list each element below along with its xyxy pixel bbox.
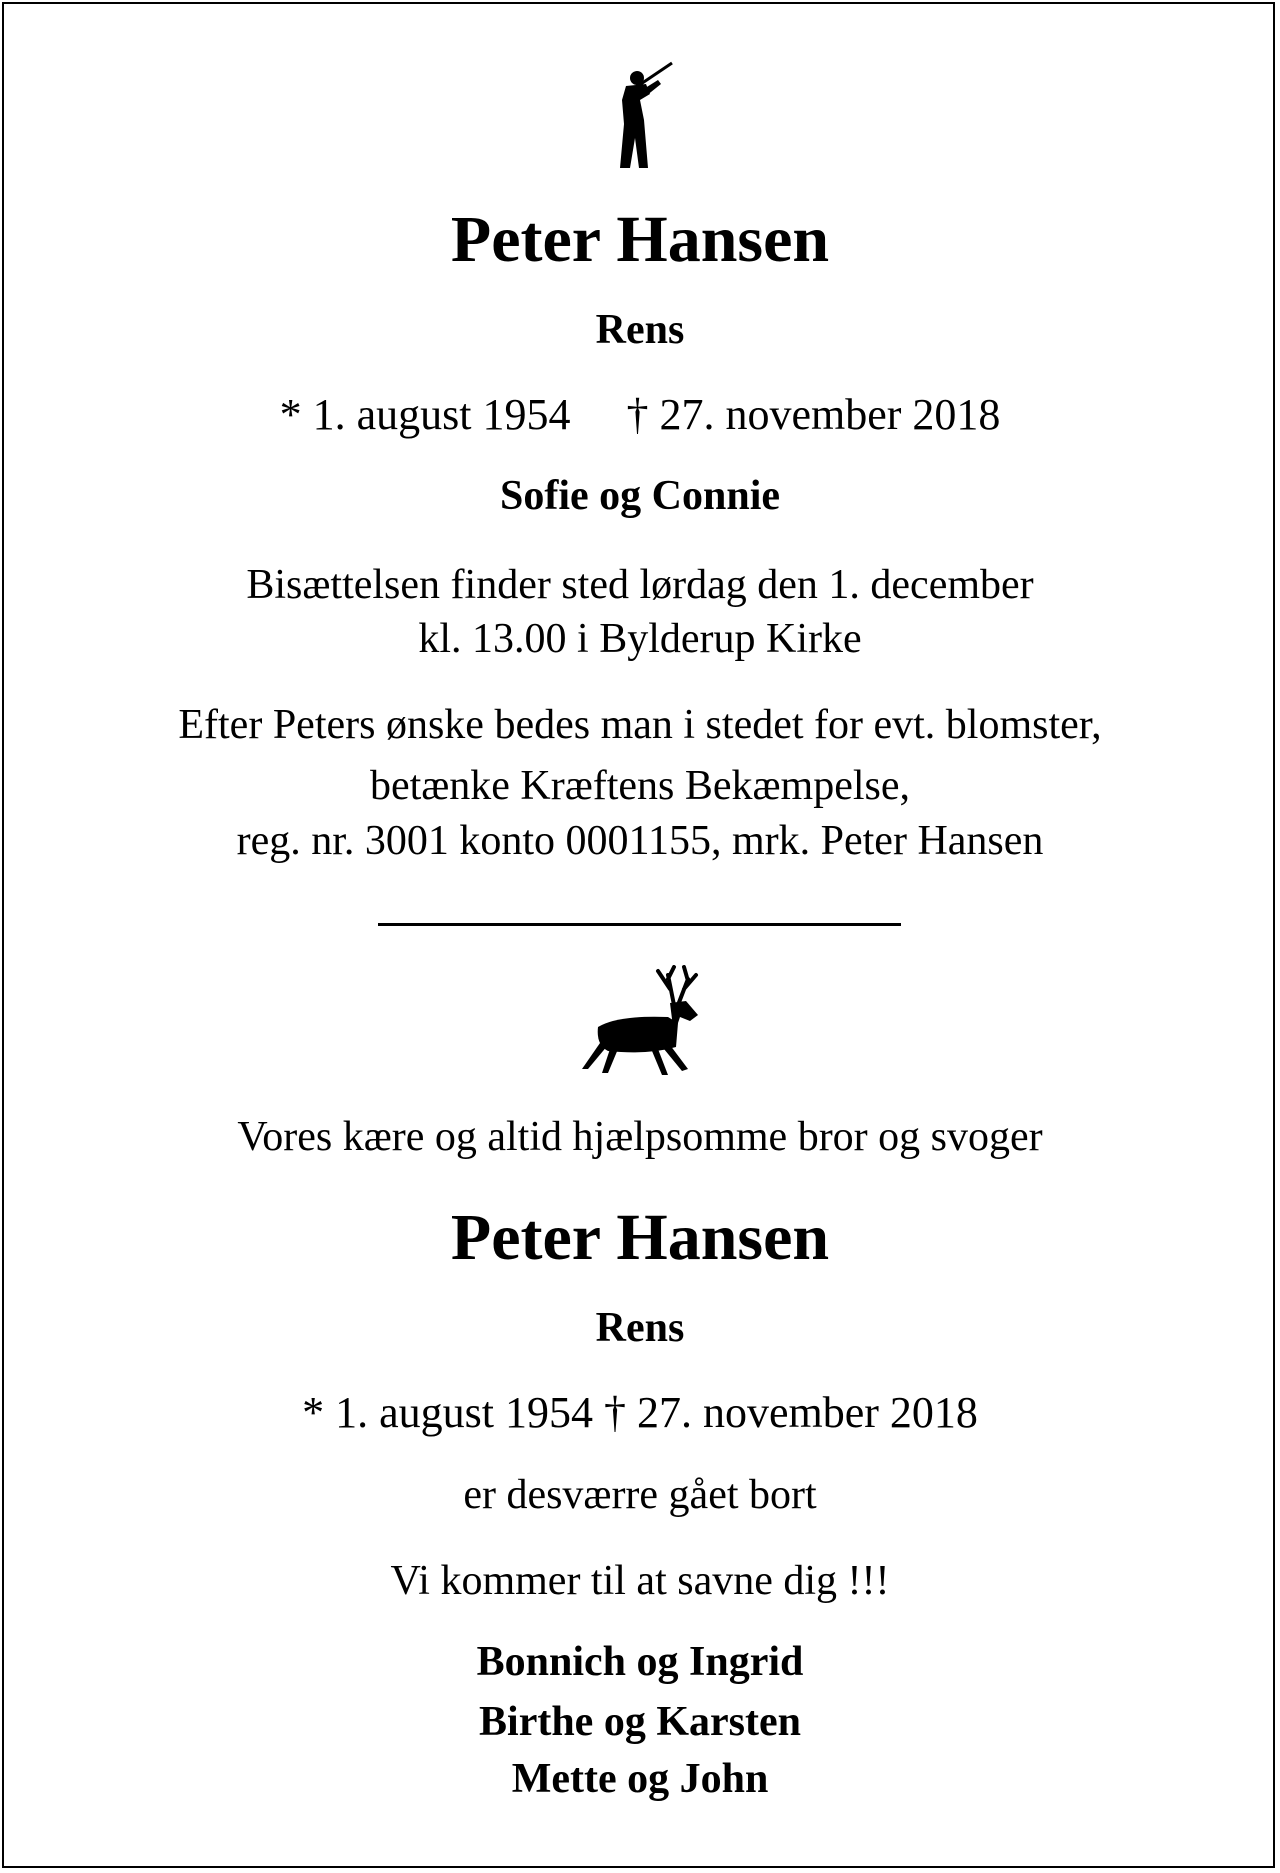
passed-away-text: er desværre gået bort	[463, 1472, 817, 1518]
deceased-name-2: Peter Hansen	[450, 1201, 830, 1274]
hunter-silhouette-icon	[606, 60, 674, 170]
death-date: † 27. november 2018	[626, 390, 1001, 439]
donation-text-line-3: reg. nr. 3001 konto 0001155, mrk. Peter Hansen	[236, 818, 1044, 864]
funeral-text-line-2: kl. 13.00 i Bylderup Kirke	[418, 616, 862, 662]
signer-1: Bonnich og Ingrid	[476, 1639, 804, 1685]
divider	[378, 923, 901, 926]
signer-2: Birthe og Karsten	[479, 1699, 801, 1745]
miss-you-text: Vi kommer til at savne dig !!!	[390, 1558, 890, 1604]
intro-text: Vores kære og altid hjælpsomme bror og svoger	[237, 1114, 1043, 1160]
place-2: Rens	[595, 1305, 685, 1351]
place: Rens	[595, 307, 685, 353]
funeral-text-line-1: Bisættelsen finder sted lørdag den 1. december	[246, 562, 1034, 608]
dates-row	[0, 388, 1280, 442]
deceased-name: Peter Hansen	[450, 203, 830, 276]
donation-text-line-2: betænke Kræftens Bekæmpelse,	[369, 763, 911, 809]
signer-3: Mette og John	[511, 1756, 769, 1802]
family-names: Sofie og Connie	[499, 473, 780, 519]
donation-text-line-1: Efter Peters ønske bedes man i stedet for evt. blomster,	[178, 702, 1102, 748]
birth-date: * 1. august 1954	[279, 390, 571, 439]
deer-silhouette-icon	[578, 965, 706, 1077]
dates-2: * 1. august 1954 † 27. november 2018	[302, 1388, 978, 1437]
